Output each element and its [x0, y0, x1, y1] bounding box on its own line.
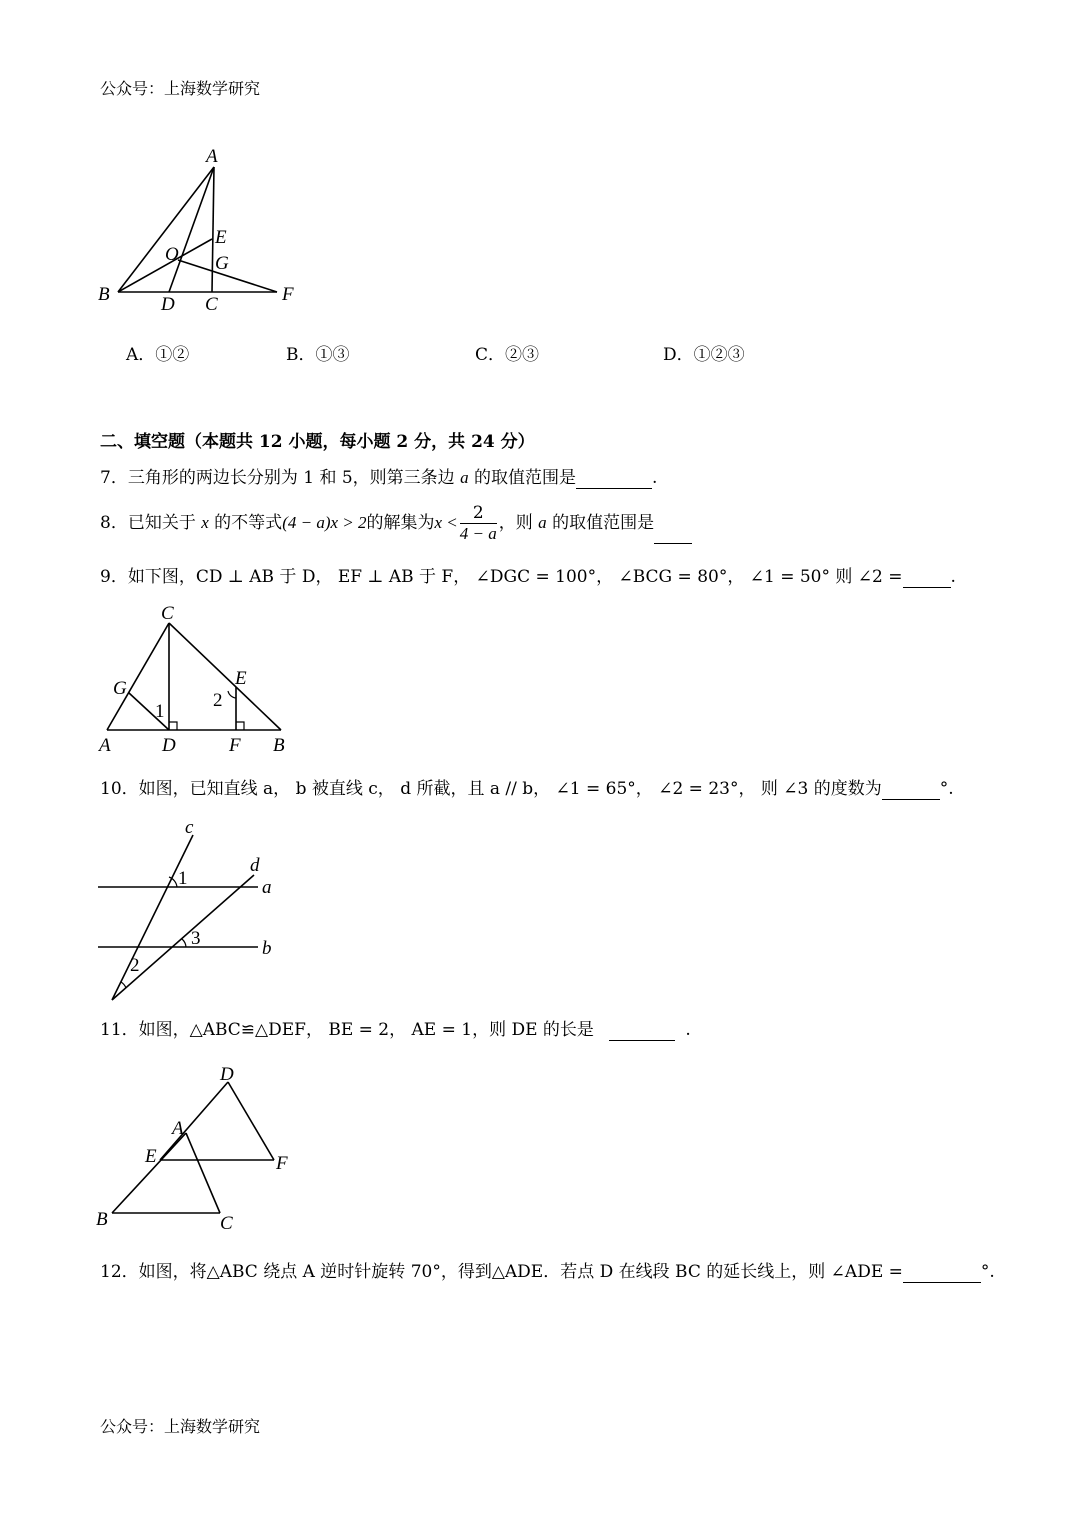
fig1-label-f: F: [282, 284, 294, 305]
fig11-label-f: F: [276, 1153, 288, 1174]
question-10: 10．如图，已知直线 a， b 被直线 c， d 所截，且 a // b， ∠1 = 65°， ∠2 = 23°， 则 ∠3 的度数为 °.: [100, 779, 954, 799]
question-11: 11．如图，△ABC≌△DEF， BE = 2， AE = 1，则 DE 的长是 .: [100, 1020, 691, 1040]
fig9-label-c: C: [161, 605, 174, 624]
fig1-line-ad: [169, 167, 214, 292]
q7-answer-blank[interactable]: [576, 470, 652, 489]
fig9-label-g: G: [113, 678, 127, 699]
fig1-label-b: B: [98, 284, 110, 305]
option-b[interactable]: B．①③: [286, 345, 350, 365]
figure-congruent-triangles: [90, 1058, 305, 1236]
q8-answer-blank[interactable]: [654, 525, 692, 544]
fig10-label-a: a: [262, 877, 272, 898]
q9-answer-blank[interactable]: [903, 569, 951, 588]
fig10-label-2: 2: [130, 955, 140, 976]
page-header: 公众号：上海数学研究: [100, 79, 261, 98]
option-c[interactable]: C．②③: [475, 345, 540, 365]
fig9-label-f: F: [229, 735, 241, 756]
q10-answer-blank[interactable]: [882, 781, 940, 800]
question-7: 7．三角形的两边长分别为 1 和 5，则第三条边 a 的取值范围是 .: [100, 468, 658, 488]
fig9-label-b: B: [273, 735, 285, 756]
figure-triangle-abcf: [90, 140, 310, 320]
fig9-label-e: E: [235, 668, 247, 689]
fig10-label-c: c: [185, 817, 194, 838]
figure-triangle-abc-heights: [95, 605, 305, 760]
fig1-line-ac: [212, 167, 214, 292]
fig1-label-e: E: [215, 227, 227, 248]
fig9-label-d: D: [162, 735, 176, 756]
fig10-label-1: 1: [178, 868, 188, 889]
question-9: 9．如下图，CD ⊥ AB 于 D， EF ⊥ AB 于 F， ∠DGC = 100°， ∠BCG = 80°， ∠1 = 50° 则 ∠2 = .: [100, 567, 956, 587]
fig11-label-d: D: [220, 1064, 234, 1085]
fig1-label-a: A: [206, 146, 218, 167]
q12-answer-blank[interactable]: [903, 1264, 981, 1283]
fig10-label-3: 3: [191, 928, 201, 949]
fig9-label-2: 2: [213, 690, 223, 711]
fig9-label-a: A: [99, 735, 111, 756]
fig10-label-b: b: [262, 938, 272, 959]
fig1-label-o: O: [165, 244, 179, 265]
fig11-label-c: C: [220, 1213, 233, 1234]
page-footer: 公众号：上海数学研究: [100, 1417, 261, 1436]
fig10-label-d: d: [250, 855, 260, 876]
fig11-label-e: E: [145, 1146, 157, 1167]
option-a[interactable]: A．①②: [126, 345, 190, 365]
question-8: 8．已知关于 x 的不等式(4 − a)x > 2的解集为x < $\frac{2}{4 - a}$ ，则 a 的取值范围是: [100, 503, 692, 544]
section-title: 二、填空题（本题共 12 小题，每小题 2 分，共 24 分）: [100, 432, 535, 452]
figure-parallel-lines: [90, 815, 295, 1010]
fig1-label-d: D: [161, 294, 175, 315]
fig1-line-ba: [118, 167, 214, 292]
question-12: 12．如图，将△ABC 绕点 A 逆时针旋转 70°，得到△ADE．若点 D 在线段 BC 的延长线上，则 ∠ADE = °.: [100, 1262, 995, 1282]
fig11-label-a: A: [172, 1118, 184, 1139]
q8-fraction: $\frac{2}{4 - a}$: [459, 503, 497, 543]
fig11-label-b: B: [96, 1209, 108, 1230]
q11-answer-blank[interactable]: [609, 1022, 675, 1041]
fig1-label-c: C: [205, 294, 218, 315]
fig1-label-g: G: [215, 253, 229, 274]
option-d[interactable]: D．①②③: [663, 345, 745, 365]
fig9-label-1: 1: [155, 701, 165, 722]
